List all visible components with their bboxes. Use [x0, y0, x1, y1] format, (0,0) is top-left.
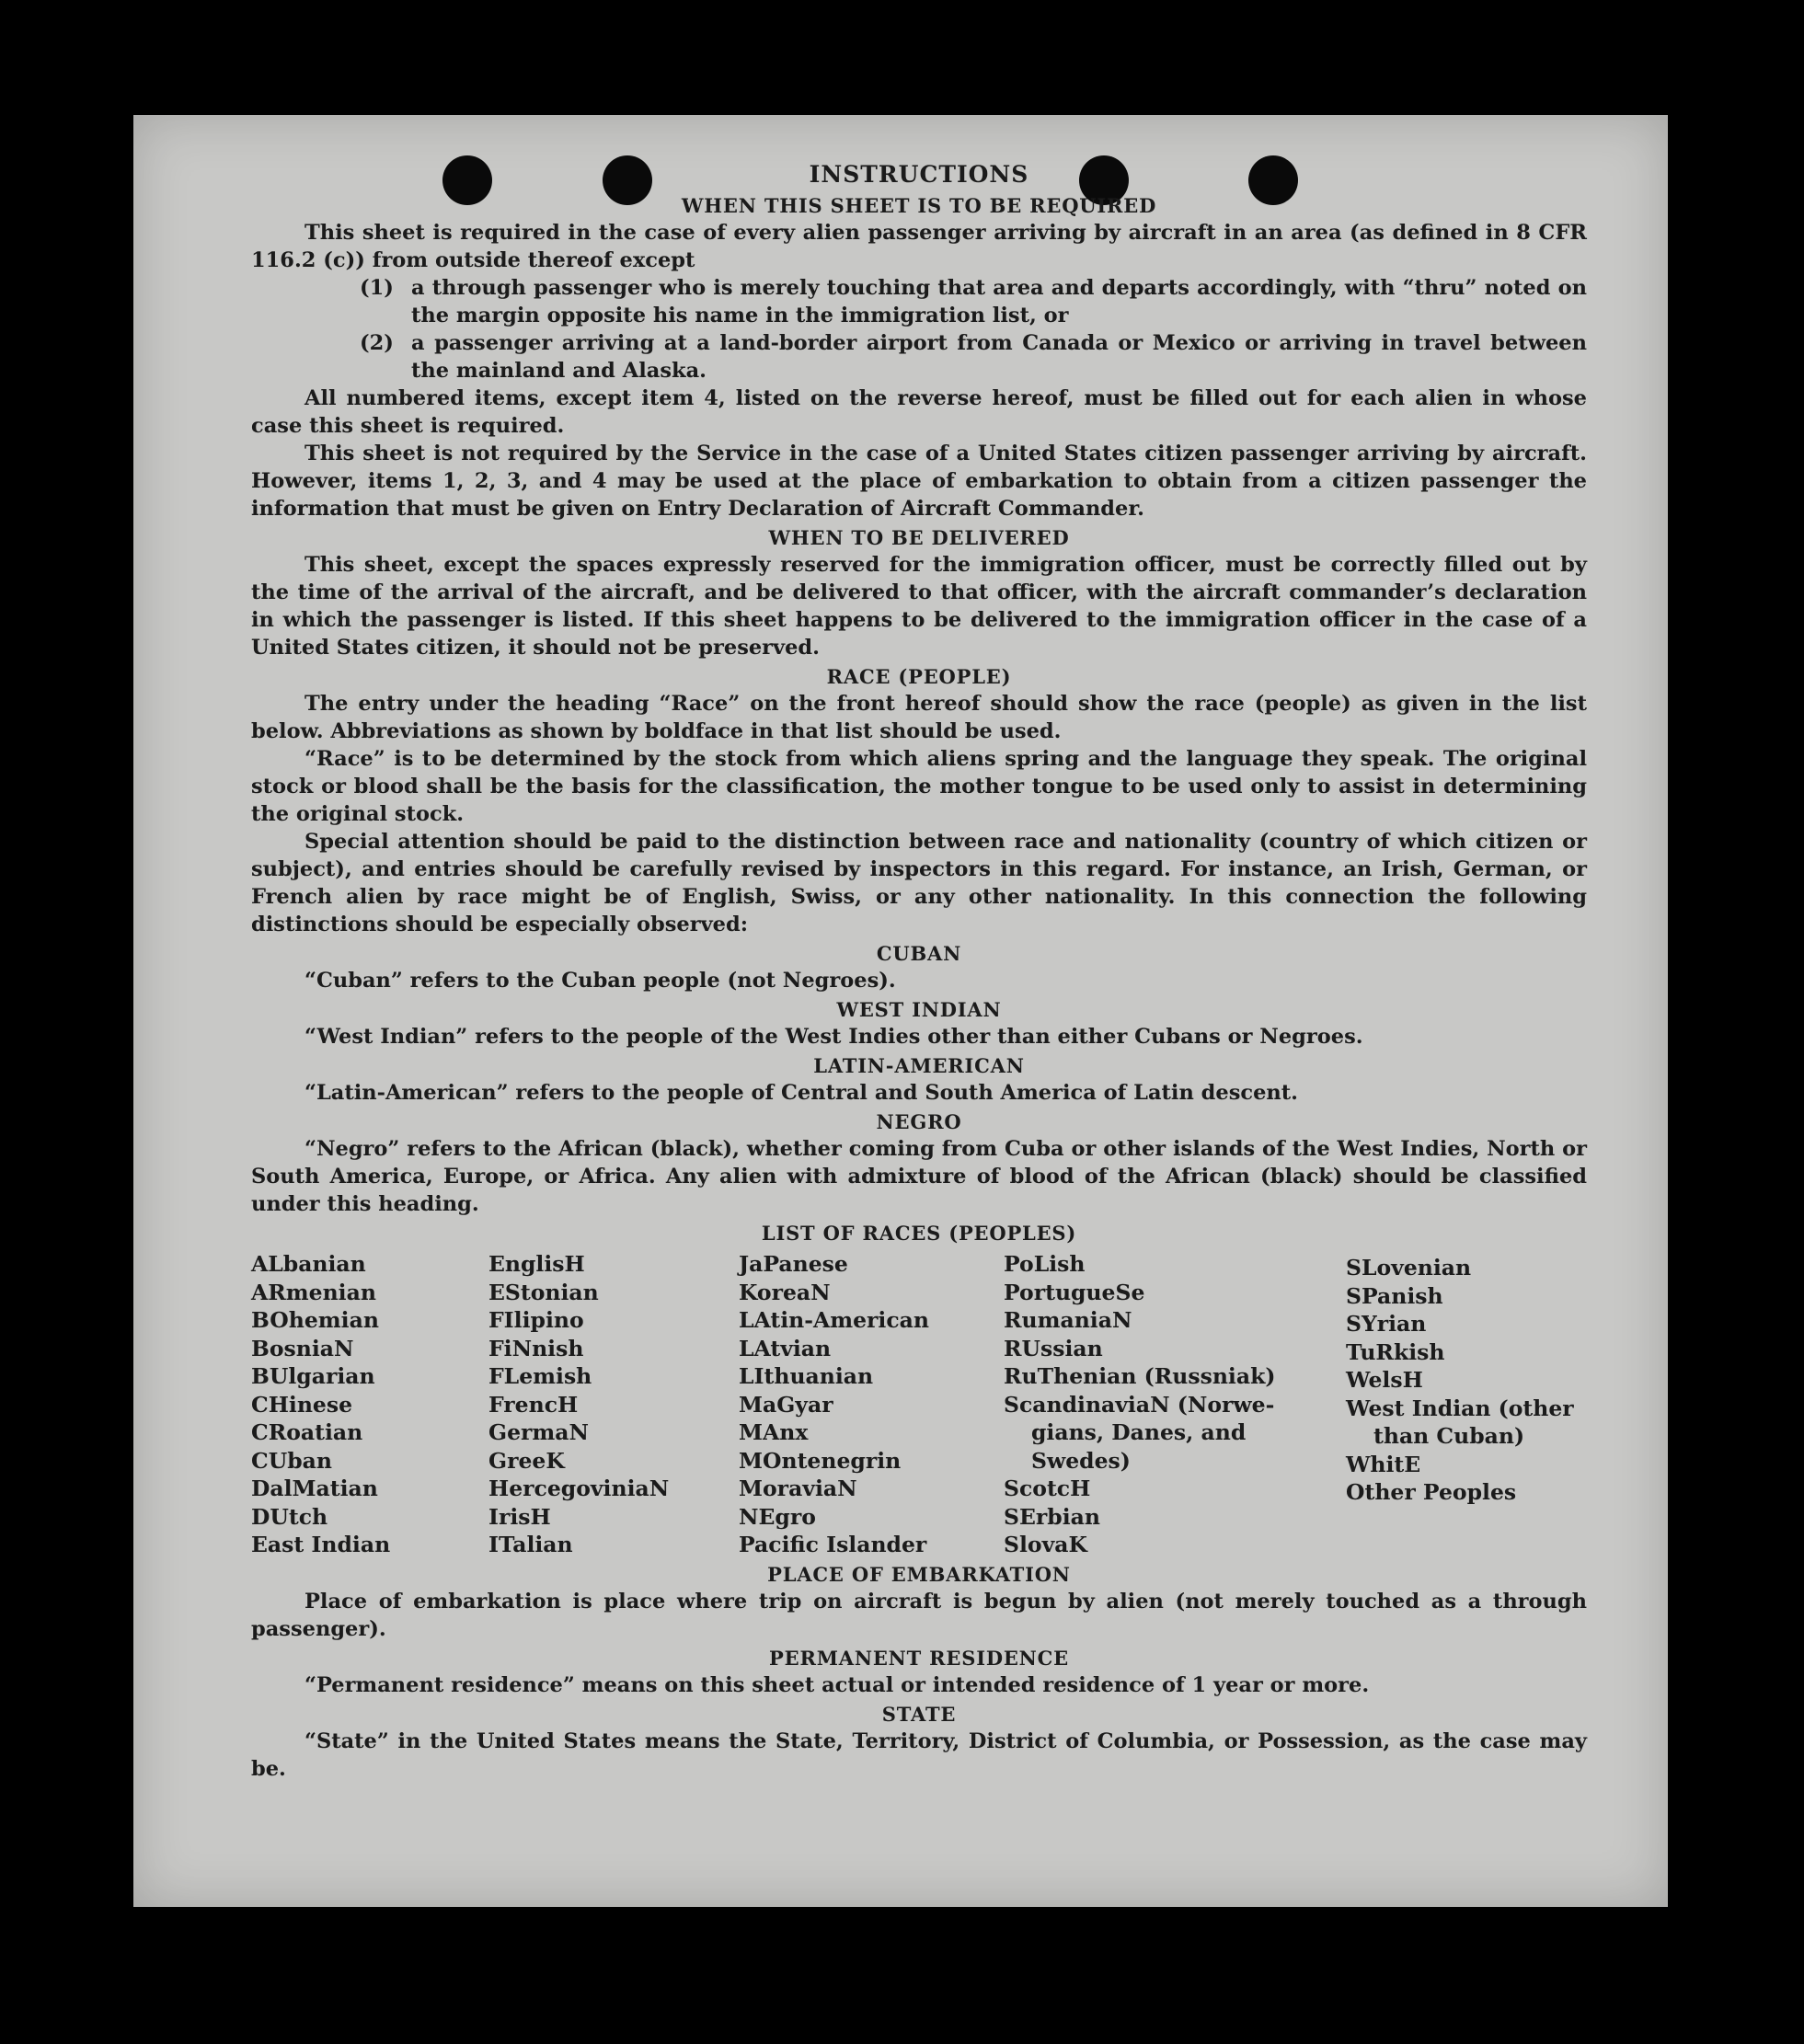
race-entry: MoraviaN: [739, 1476, 857, 1501]
exception-text: a passenger arriving at a land-border airport from Canada or Mexico or arriving in travel between the mainland and Alaska.: [411, 331, 1587, 383]
heading-list-of-races: LIST OF RACES (PEOPLES): [761, 1222, 1077, 1245]
race-entry: JaPanese: [739, 1251, 848, 1277]
when-required-para-2: All numbered items, except item 4, listed on the reverse hereof, must be filled out for each alien in whose case this sheet is required.: [251, 386, 1587, 438]
heading-when-required: WHEN THIS SHEET IS TO BE REQUIRED: [681, 194, 1157, 217]
race-column-3: [739, 1250, 1004, 1559]
race-entry: ARmenian: [251, 1279, 376, 1305]
heading-west-indian: WEST INDIAN: [836, 998, 1002, 1021]
race-entry: CRoatian: [251, 1419, 363, 1445]
race-entry: GreeK: [488, 1447, 565, 1474]
race-entry: ITalian: [488, 1532, 573, 1557]
race-column-4: [1004, 1250, 1346, 1559]
race-entry: than Cuban): [1373, 1423, 1525, 1449]
race-entry: LAtvian: [739, 1335, 832, 1361]
race-entry: Pacific Islander: [739, 1532, 927, 1557]
heading-when-delivered: WHEN TO BE DELIVERED: [768, 526, 1070, 549]
heading-state: STATE: [881, 1702, 957, 1726]
race-entry: FiNnish: [488, 1335, 584, 1361]
when-delivered-text: This sheet, except the spaces expressly reserved for the immigration officer, must be correctly filled out by the time of the arrival of the aircraft, and be delivered to that officer, with the aircraft commander’s declaration in which the passenger is listed. If this sheet happens to be delivered to the immigration officer in the case of a United States citizen, it should not be preserved.: [251, 553, 1587, 660]
heading-permanent-residence: PERMANENT RESIDENCE: [769, 1646, 1069, 1670]
race-entry: DUtch: [251, 1503, 328, 1530]
heading-latin-american: LATIN-AMERICAN: [813, 1054, 1025, 1077]
page-title: INSTRUCTIONS: [809, 161, 1029, 188]
embarkation-text: Place of embarkation is place where trip on aircraft is begun by alien (not merely touched as a through passenger).: [251, 1589, 1587, 1641]
race-entry: RumaniaN: [1004, 1307, 1132, 1333]
west-indian-text: “West Indian” refers to the people of the West Indies other than either Cubans or Negroes.: [304, 1025, 1363, 1049]
heading-embarkation: PLACE OF EMBARKATION: [767, 1562, 1071, 1586]
race-entry: EStonian: [488, 1279, 599, 1305]
exception-item: [251, 274, 1587, 329]
race-entry: FLemish: [488, 1363, 592, 1389]
race-entry: Other Peoples: [1346, 1479, 1517, 1505]
race-entry: IrisH: [488, 1503, 551, 1530]
race-entry: BOhemian: [251, 1307, 379, 1333]
race-entry: RuThenian (Russniak): [1004, 1363, 1276, 1389]
race-entry: HercegoviniaN: [488, 1476, 670, 1501]
race-entry: MOntenegrin: [739, 1447, 902, 1474]
heading-race: RACE (PEOPLE): [826, 665, 1012, 688]
heading-cuban: CUBAN: [876, 942, 962, 965]
negro-text: “Negro” refers to the African (black), whether coming from Cuba or other islands of the West Indies, North or South America, Europe, or Africa. Any alien with admixture of blood of the African (black) should be classified under this heading.: [251, 1137, 1587, 1216]
race-entry: SLovenian: [1346, 1255, 1472, 1280]
race-entry: EnglisH: [488, 1251, 585, 1277]
race-list: [251, 1250, 1587, 1559]
cuban-text: “Cuban” refers to the Cuban people (not Negroes).: [304, 969, 896, 993]
race-entry: GermaN: [488, 1419, 589, 1445]
race-entry: MAnx: [739, 1419, 809, 1445]
race-entry: SErbian: [1004, 1503, 1100, 1530]
document-sheet: [133, 115, 1668, 1907]
exception-number: (2): [360, 331, 394, 355]
race-para-3: Special attention should be paid to the distinction between race and nationality (country of which citizen or subject), and entries should be carefully revised by inspectors in this regard. For instance, an Irish, German, or French alien by race might be of English, Swiss, or any other nationality. In this connection the following distinctions should be especially observed:: [251, 830, 1587, 936]
race-entry-west-indian: [1346, 1395, 1587, 1451]
race-entry: East Indian: [251, 1532, 391, 1557]
race-entry: MaGyar: [739, 1391, 833, 1418]
race-entry: gians, Danes, and: [1031, 1419, 1247, 1445]
race-entry: WhitE: [1346, 1451, 1421, 1477]
race-entry: SPanish: [1346, 1282, 1443, 1309]
race-entry: KoreaN: [739, 1279, 831, 1305]
race-column-5: [1346, 1254, 1587, 1559]
race-column-2: [488, 1250, 739, 1559]
race-entry: FIlipino: [488, 1307, 584, 1333]
race-entry: BosniaN: [251, 1335, 354, 1361]
race-entry: ScotcH: [1004, 1476, 1091, 1501]
race-entry: ALbanian: [251, 1251, 366, 1277]
race-entry: CHinese: [251, 1391, 353, 1418]
race-entry: BUlgarian: [251, 1363, 375, 1389]
race-entry: PortugueSe: [1004, 1279, 1145, 1305]
heading-negro: NEGRO: [876, 1110, 962, 1133]
race-entry: ScandinaviaN (Norwe-: [1004, 1391, 1275, 1418]
race-entry-scandinavian: [1004, 1391, 1346, 1476]
race-entry: CUban: [251, 1447, 332, 1474]
race-entry: LAtin-American: [739, 1307, 929, 1333]
race-entry: DalMatian: [251, 1476, 378, 1501]
exception-number: (1): [360, 276, 394, 300]
state-text: “State” in the United States means the State, Territory, District of Columbia, or Possession, as the case may be.: [251, 1728, 1587, 1781]
instructions-content: [251, 159, 1587, 1783]
race-column-1: [251, 1250, 488, 1559]
race-entry: SYrian: [1346, 1311, 1427, 1337]
exception-item: [251, 329, 1587, 385]
race-entry: TuRkish: [1346, 1338, 1445, 1365]
exception-text: a through passenger who is merely touching that area and departs accordingly, with “thru” noted on the margin opposite his name in the immigration list, or: [411, 276, 1587, 327]
when-required-intro: This sheet is required in the case of every alien passenger arriving by aircraft in an area (as defined in 8 CFR 116.2 (c)) from outside thereof except: [251, 221, 1587, 272]
race-entry: WelsH: [1346, 1367, 1423, 1393]
when-required-para-3: This sheet is not required by the Service in the case of a United States citizen passenger arriving by aircraft. However, items 1, 2, 3, and 4 may be used at the place of embarkation to obtain from a citizen passenger the information that must be given on Entry Declaration of Aircraft Commander.: [251, 442, 1587, 521]
race-para-2: “Race” is to be determined by the stock from which aliens spring and the language they speak. The original stock or blood shall be the basis for the classification, the mother tongue to be used only to assist in determining the original stock.: [251, 747, 1587, 826]
race-para-1: The entry under the heading “Race” on the front hereof should show the race (people) as given in the list below. Abbreviations as shown by boldface in that list should be used.: [251, 692, 1587, 743]
permanent-residence-text: “Permanent residence” means on this sheet actual or intended residence of 1 year or more.: [304, 1672, 1370, 1697]
race-entry: RUssian: [1004, 1335, 1103, 1361]
race-entry: NEgro: [739, 1503, 816, 1530]
latin-american-text: “Latin-American” refers to the people of Central and South America of Latin descent.: [304, 1081, 1298, 1105]
race-entry: SlovaK: [1004, 1532, 1087, 1557]
race-entry: PoLish: [1004, 1251, 1086, 1277]
race-entry: West Indian (other: [1346, 1395, 1574, 1421]
race-entry: LIthuanian: [739, 1363, 874, 1389]
race-entry: FrencH: [488, 1391, 579, 1418]
race-entry: Swedes): [1031, 1447, 1131, 1474]
